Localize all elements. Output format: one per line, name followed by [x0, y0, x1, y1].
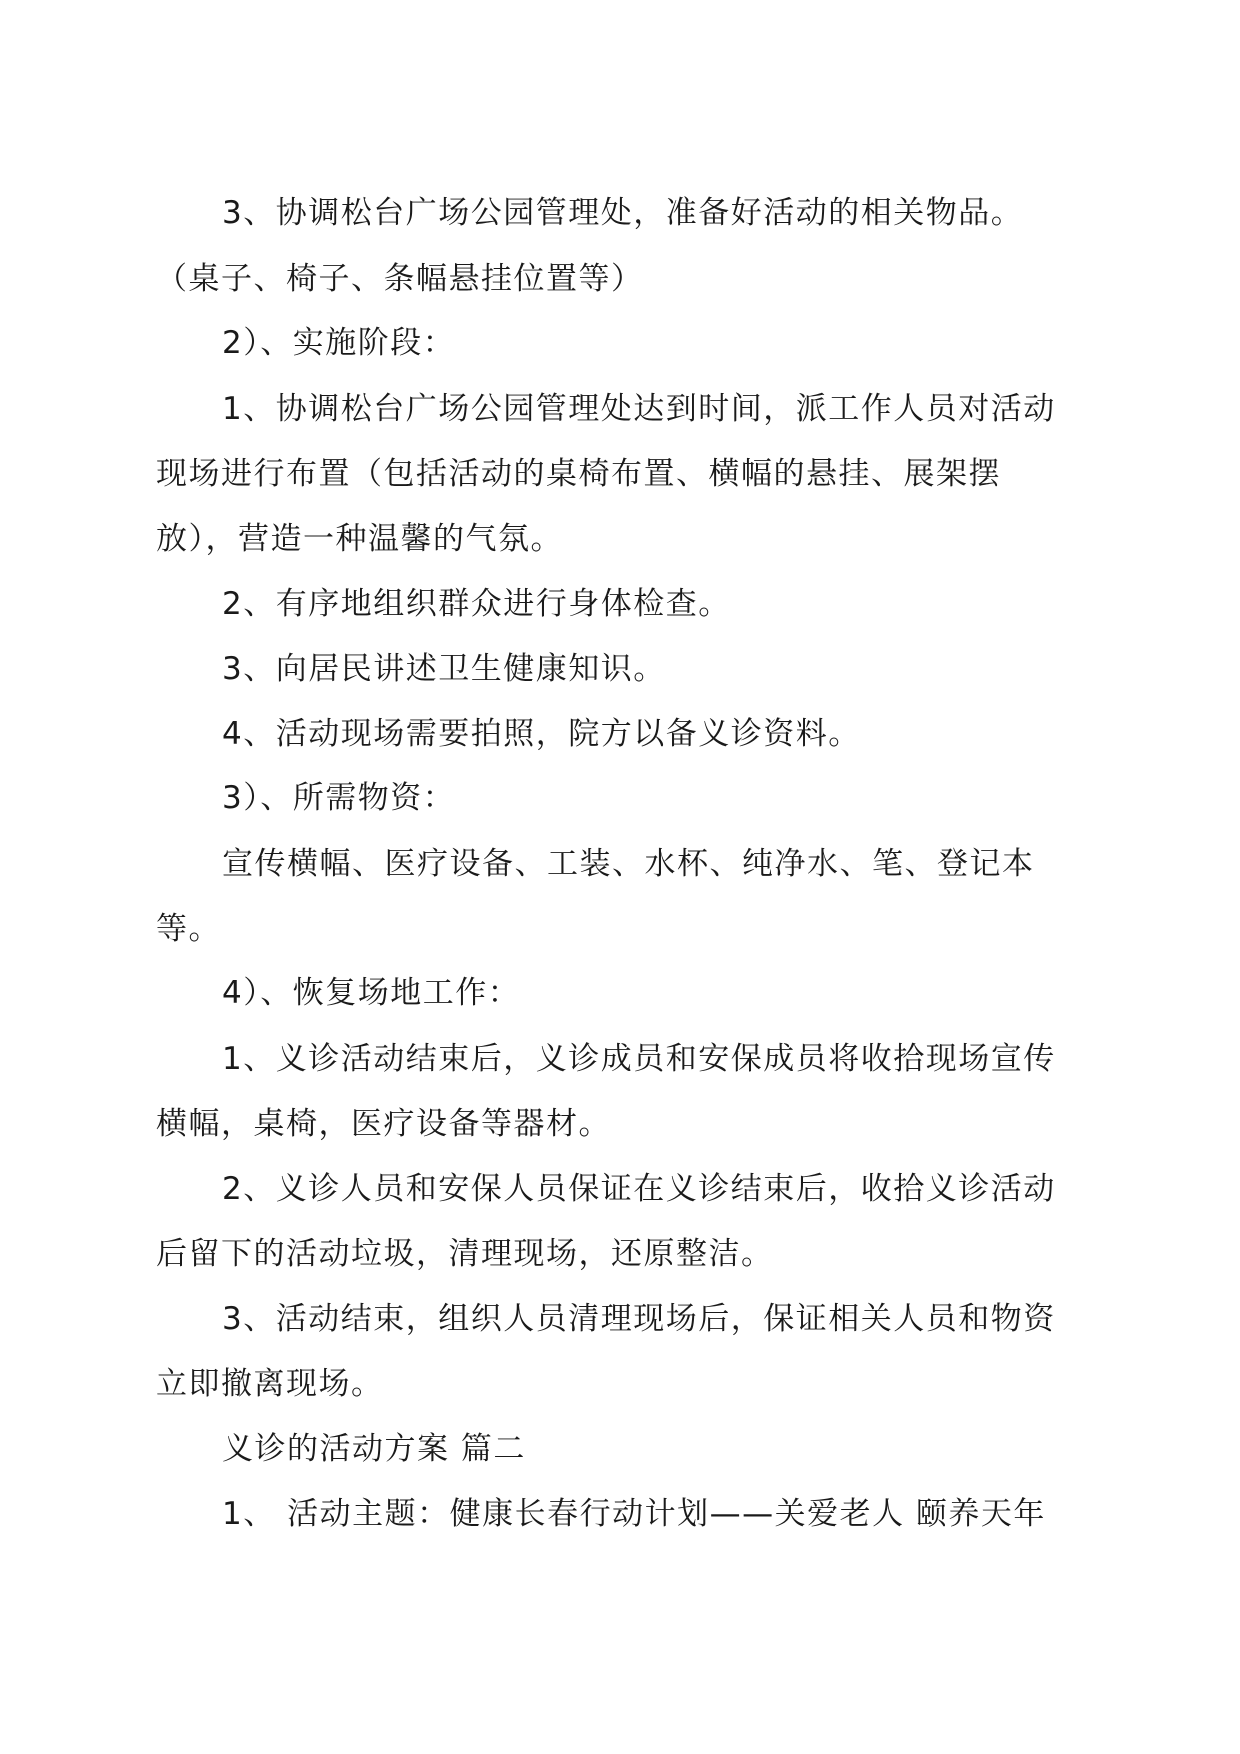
- paragraph-line: 后留下的活动垃圾，清理现场，还原整洁。: [156, 1236, 774, 1272]
- paragraph-line: 等。: [156, 911, 221, 947]
- paragraph-line: 立即撤离现场。: [156, 1366, 384, 1402]
- paragraph-line: 现场进行布置（包括活动的桌椅布置、横幅的悬挂、展架摆: [156, 456, 1001, 492]
- paragraph-line: 2、有序地组织群众进行身体检查。: [222, 586, 731, 622]
- paragraph-line: 3、活动结束，组织人员清理现场后，保证相关人员和物资: [222, 1301, 1056, 1337]
- paragraph-line: 横幅，桌椅，医疗设备等器材。: [156, 1106, 611, 1142]
- paragraph-line: 1、义诊活动结束后，义诊成员和安保成员将收拾现场宣传: [222, 1041, 1056, 1077]
- paragraph-line: 3、向居民讲述卫生健康知识。: [222, 651, 666, 687]
- paragraph-line: 1、 活动主题：健康长春行动计划——关爱老人 颐养天年: [222, 1496, 1046, 1532]
- paragraph-line: 放），营造一种温馨的气氛。: [156, 521, 563, 557]
- paragraph-line: 2、义诊人员和安保人员保证在义诊结束后，收拾义诊活动: [222, 1171, 1056, 1207]
- section-title: 义诊的活动方案 篇二: [222, 1431, 526, 1467]
- section-heading: 3）、所需物资：: [222, 780, 456, 816]
- paragraph-line: （桌子、椅子、条幅悬挂位置等）: [156, 261, 644, 297]
- section-heading: 2）、实施阶段：: [222, 325, 456, 361]
- paragraph-line: 宣传横幅、医疗设备、工装、水杯、纯净水、笔、登记本: [222, 846, 1035, 882]
- paragraph-line: 1、协调松台广场公园管理处达到时间，派工作人员对活动: [222, 391, 1056, 427]
- section-heading: 4）、恢复场地工作：: [222, 975, 521, 1011]
- paragraph-line: 4、活动现场需要拍照，院方以备义诊资料。: [222, 716, 861, 752]
- paragraph-line: 3、协调松台广场公园管理处，准备好活动的相关物品。: [222, 195, 1024, 231]
